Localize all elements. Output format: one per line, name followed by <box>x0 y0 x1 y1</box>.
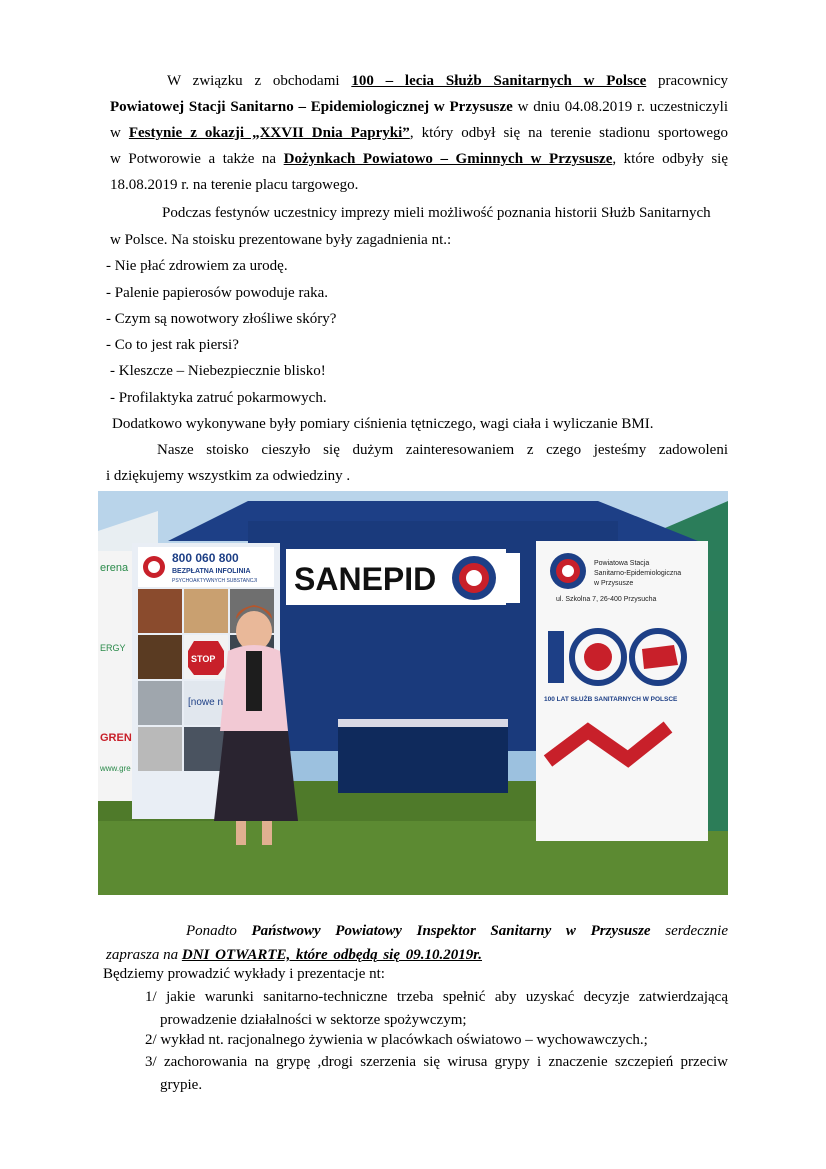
photo-illustration <box>98 491 728 895</box>
text: w Potworowie a także na <box>110 151 284 167</box>
right-banner-100-text: 100 LAT SŁUŻB SANITARNYCH W POLSCE <box>544 696 678 703</box>
banner-infoline: BEZPŁATNA INFOLINIA <box>172 568 251 575</box>
para3: Dodatkowo wykonywane były pomiary ciśnienia tętniczego, wagi ciała i wyliczanie BMI. <box>112 416 654 432</box>
lecture-item-1: 1/ jakie warunki sanitarno-techniczne trzeba spełnić aby uzyskać decyzje zatwierdzającą <box>145 989 728 1005</box>
text: zaprasza na <box>106 947 182 963</box>
event-stand-photo <box>98 491 728 895</box>
text: w <box>110 125 129 141</box>
far-left-text: GREN <box>100 732 132 744</box>
text: , które odbyły się <box>612 151 728 167</box>
event-100-years: 100 – lecia Służb Sanitarnych w Polsce <box>351 73 647 89</box>
banner-sub: PSYCHOAKTYWNYCH SUBSTANCJI <box>172 578 258 584</box>
far-left-text: erena <box>100 562 129 574</box>
lectures-intro: Będziemy prowadzić wykłady i prezentacje nt: <box>103 966 385 982</box>
para1-line4 <box>110 150 728 168</box>
far-left-text: www.gre <box>100 764 131 773</box>
text: Ponadto <box>186 923 252 939</box>
para2-line2: w Polsce. Na stoisku prezentowane były zagadnienia nt.: <box>110 232 452 248</box>
lecture-item-3: 3/ zachorowania na grypę ,drogi szerzenia się wirusa grypy i znaczenie szczepień przeciw <box>145 1054 728 1070</box>
para5-line2 <box>106 946 482 964</box>
bullet-item: - Profilaktyka zatruć pokarmowych. <box>110 390 327 406</box>
right-banner-address: ul. Szkolna 7, 26-400 Przysucha <box>556 596 657 603</box>
lecture-item-1-cont: prowadzenie działalności w sektorze spożywczym; <box>160 1012 467 1028</box>
open-days-date: DNI OTWARTE, które odbędą się 09.10.2019r. <box>181 947 483 963</box>
para1-line3 <box>110 124 728 142</box>
banner-new-text: [nowe n <box>188 697 224 708</box>
right-banner-title: w Przysusze <box>594 580 634 587</box>
para5-line1 <box>106 922 728 940</box>
banner-phone: 800 060 800 <box>172 551 239 565</box>
bullet-item: - Kleszcze – Niebezpiecznie blisko! <box>110 363 326 379</box>
bullet-item: - Palenie papierosów powoduje raka. <box>106 285 329 301</box>
para2-line1: Podczas festynów uczestnicy imprezy mieli możliwość poznania historii Służb Sanitarnych <box>162 205 711 221</box>
harvest-festival-name: Dożynkach Powiatowo – Gminnych w Przysusze <box>283 151 613 167</box>
bullet-item: - Nie płać zdrowiem za urodę. <box>106 258 288 274</box>
text: w dniu 04.08.2019 r. uczestniczyli <box>512 99 728 115</box>
para4-line1: Nasze stoisko cieszyło się dużym zainteresowaniem z czego jesteśmy zadowoleni <box>157 442 728 458</box>
stop-sign-text: STOP <box>191 654 216 664</box>
lecture-item-2: 2/ wykład nt. racjonalnego żywienia w placówkach oświatowo – wychowawczych.; <box>145 1032 648 1048</box>
para1-line2 <box>110 98 728 116</box>
bullet-item: - Co to jest rak piersi? <box>106 337 239 353</box>
lecture-item-3-cont: grypie. <box>160 1077 203 1093</box>
right-banner-title: Powiatowa Stacja <box>594 560 650 567</box>
right-banner-title: Sanitarno-Epidemiologiczna <box>594 570 682 577</box>
text: serdecznie <box>650 923 728 939</box>
para1-line1 <box>110 72 728 90</box>
inspector-name: Państwowy Powiatowy Inspektor Sanitarny w Przysusze <box>251 923 651 939</box>
para4-line2: i dziękujemy wszystkim za odwiedziny . <box>106 468 351 484</box>
text: , który odbył się na terenie stadionu sportowego <box>409 125 728 141</box>
sanepid-sign: SANEPID <box>294 561 437 597</box>
text: pracownicy <box>646 73 728 89</box>
far-left-text: ERGY <box>100 643 126 653</box>
bullet-item: - Czym są nowotwory złośliwe skóry? <box>106 311 337 327</box>
festival-name: Festynie z okazji „XXVII Dnia Papryki” <box>128 125 410 141</box>
text: W związku z obchodami <box>167 73 352 89</box>
para1-line5: 18.08.2019 r. na terenie placu targowego. <box>110 177 359 193</box>
station-name: Powiatowej Stacji Sanitarno – Epidemiologicznej w Przysusze <box>110 99 513 115</box>
